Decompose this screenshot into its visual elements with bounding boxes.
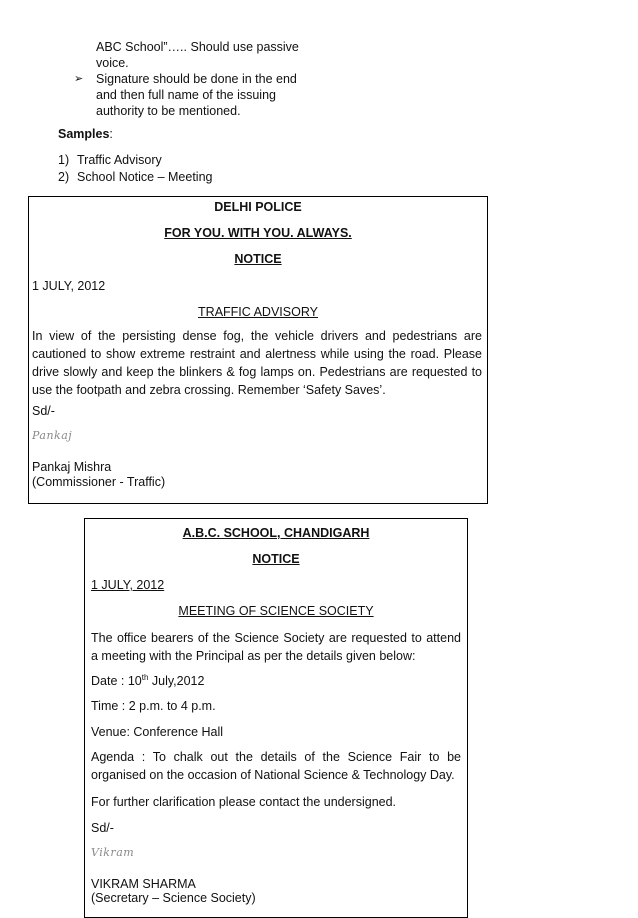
intro-bullet-line-3: authority to be mentioned.: [96, 104, 241, 118]
intro-line-2: voice.: [96, 56, 129, 70]
samples-heading: [58, 127, 113, 142]
school-notice-clarification: For further clarification please contact the undersigned.: [91, 795, 397, 809]
police-notice-name: Pankaj Mishra: [32, 460, 112, 474]
school-notice-label: NOTICE: [252, 552, 300, 566]
school-notice-body: The office bearers of the Science Society are requested to attend a meeting with the Principal as per the details given below:: [91, 631, 461, 663]
school-notice-subject: MEETING OF SCIENCE SOCIETY: [178, 604, 374, 618]
school-notice-time: Time : 2 p.m. to 4 p.m.: [91, 699, 216, 713]
police-notice-label: NOTICE: [234, 252, 282, 266]
samples-item-1-num: 1): [58, 153, 70, 167]
school-notice-name: VIKRAM SHARMA: [91, 877, 196, 891]
school-notice-meeting-date: [91, 674, 204, 689]
school-notice-meeting-date-label: Date : 10: [91, 674, 142, 688]
intro-bullet-line-2: and then full name of the issuing: [96, 88, 276, 102]
intro-line-1: ABC School”….. Should use passive: [96, 40, 299, 54]
samples-item-2-num: 2): [58, 170, 70, 184]
police-notice-date: 1 JULY, 2012: [32, 279, 106, 293]
school-notice-signature: Vikram: [91, 846, 135, 859]
police-notice-designation: (Commissioner - Traffic): [32, 475, 166, 489]
police-notice-subject: TRAFFIC ADVISORY: [198, 305, 318, 319]
school-notice-org: A.B.C. SCHOOL, CHANDIGARH: [182, 526, 370, 540]
arrow-bullet-icon: ➢: [74, 73, 84, 85]
intro-bullet-line-1: Signature should be done in the end: [96, 72, 297, 86]
school-notice-meeting-date-sup: th: [141, 672, 149, 682]
police-notice-signature: Pankaj: [32, 429, 73, 442]
police-notice-org: DELHI POLICE: [214, 200, 302, 214]
samples-item-1: Traffic Advisory: [77, 153, 162, 167]
police-notice-body: In view of the persisting dense fog, the vehicle drivers and pedestrians are cautioned to show extreme restraint and alertness while using the road. Please drive slowly and keep the blinkers & fog lamps on. Pedestrians are requested to use the footpath and zebra crossing. Remember ‘Safety Saves’.: [32, 329, 482, 397]
samples-heading-colon: :: [109, 127, 113, 141]
school-notice-date: 1 JULY, 2012: [91, 578, 165, 592]
samples-heading-text: Samples: [58, 127, 110, 141]
police-notice-sd: Sd/-: [32, 404, 55, 418]
school-notice-venue: Venue: Conference Hall: [91, 725, 224, 739]
school-notice-designation: (Secretary – Science Society): [91, 891, 256, 905]
school-notice-agenda: Agenda : To chalk out the details of the Science Fair to be organised on the occasion of National Science & Technology Day.: [91, 750, 461, 782]
police-notice-motto: FOR YOU. WITH YOU. ALWAYS.: [164, 226, 352, 240]
school-notice-meeting-date-rest: July,2012: [148, 674, 205, 688]
samples-item-2: School Notice – Meeting: [77, 170, 213, 184]
school-notice-sd: Sd/-: [91, 821, 114, 835]
